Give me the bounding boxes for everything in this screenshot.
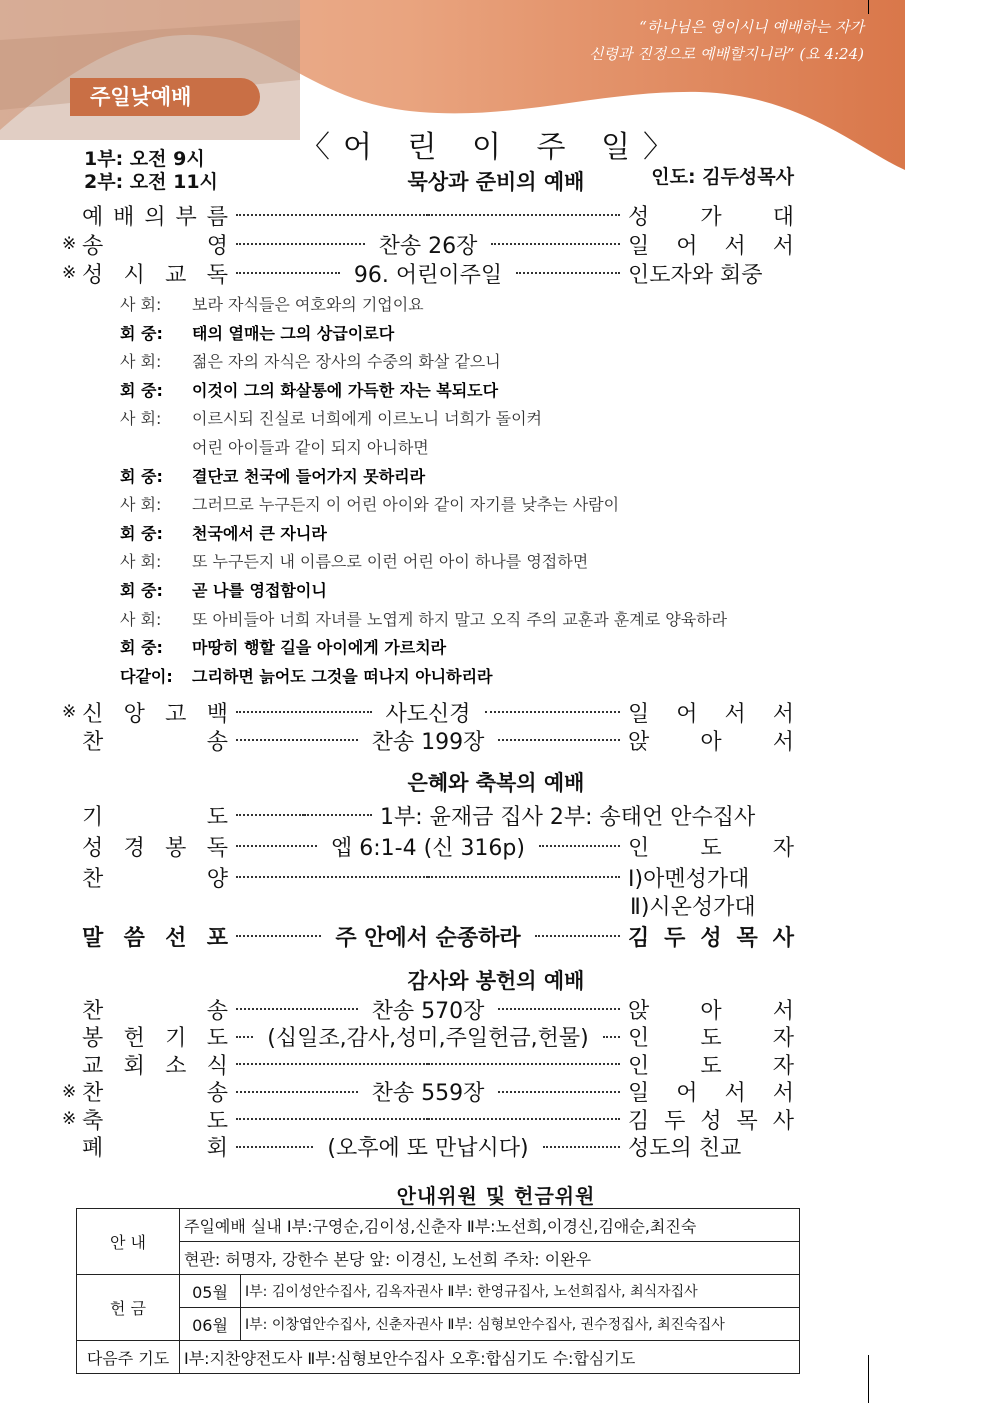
order-item-responsible bbox=[628, 862, 794, 893]
order-item bbox=[82, 800, 794, 830]
label-char: 배 bbox=[113, 204, 135, 230]
label-char: 선 bbox=[165, 925, 187, 951]
responsible-char: 인 bbox=[628, 1053, 650, 1079]
order-item-label bbox=[82, 200, 228, 231]
choir-secondary: Ⅱ)시온성가대 bbox=[630, 895, 756, 920]
responsive-text: 결단코 천국에 들어가지 못하리라 bbox=[192, 466, 426, 486]
label-char: 찬 bbox=[82, 998, 104, 1024]
label-char: 백 bbox=[206, 701, 228, 727]
responsible-char: 사 bbox=[772, 925, 794, 951]
label-char: 송 bbox=[206, 729, 228, 755]
responsible-char: 아 bbox=[700, 729, 722, 755]
committee-title: 안내위원 및 헌금위원 bbox=[396, 1184, 596, 1208]
order-item-detail: 주 안에서 순종하라 bbox=[335, 925, 521, 951]
order-item bbox=[82, 994, 794, 1024]
responsive-speaker: 사 회: bbox=[120, 609, 162, 629]
label-char: 성 bbox=[82, 835, 104, 861]
order-item-responsible bbox=[628, 697, 794, 728]
offering-month-2: 06월 bbox=[180, 1308, 241, 1341]
responsible-char: 앉 bbox=[628, 729, 650, 755]
responsive-line bbox=[120, 321, 394, 344]
responsible-char: 사 bbox=[772, 1108, 794, 1134]
order-item-responsible bbox=[628, 1131, 794, 1162]
guide-row-1: 주일예배 실내 Ⅰ부:구영순,김이성,신춘자 Ⅱ부:노선희,이경신,김애순,최진숙 bbox=[180, 1209, 800, 1242]
dot-leader bbox=[236, 814, 372, 816]
label-char: 송 bbox=[82, 233, 104, 259]
dot-leader bbox=[236, 921, 620, 952]
responsible-char: 성 bbox=[700, 925, 722, 951]
label-char: 기 bbox=[82, 804, 104, 830]
offering-members-2: Ⅰ부: 이창엽안수집사, 신춘자권사 Ⅱ부: 심형보안수집사, 권수정집사, 최진숙집사 bbox=[241, 1308, 800, 1341]
responsible-char: 앉 bbox=[628, 998, 650, 1024]
responsive-line bbox=[120, 607, 727, 630]
responsible-char: 목 bbox=[736, 925, 758, 951]
order-item-detail: 96. 어린이주일 bbox=[353, 262, 503, 288]
section-heading-3: 감사와 봉헌의 예배 bbox=[407, 969, 585, 993]
order-item bbox=[82, 1132, 794, 1162]
order-item-label bbox=[82, 725, 228, 756]
responsive-speaker: 회 중: bbox=[120, 323, 163, 343]
responsible-char: 자 bbox=[772, 1053, 794, 1079]
order-item-responsible bbox=[628, 1104, 794, 1135]
dot-leader bbox=[236, 725, 620, 756]
dot-leader bbox=[236, 1076, 620, 1107]
responsive-speaker: 사 회: bbox=[120, 409, 162, 429]
label-char: 송 bbox=[206, 1081, 228, 1106]
responsible-char: 서 bbox=[724, 233, 746, 259]
order-item bbox=[82, 831, 794, 861]
responsible-char: 1부: 윤재금 집사 2부: 송태언 안수집사 bbox=[380, 804, 756, 830]
section-heading-2: 은혜와 축복의 예배 bbox=[407, 771, 585, 795]
responsive-speaker: 회 중: bbox=[120, 581, 163, 600]
dot-leader bbox=[236, 1118, 620, 1120]
order-item-label bbox=[82, 1104, 228, 1135]
order-item: ※ 신 앙 고 백 사도신경 일 어 서 서 bbox=[82, 697, 794, 727]
label-char: 신 bbox=[82, 701, 104, 727]
dot-leader bbox=[236, 258, 620, 289]
label-char: 회 bbox=[206, 1136, 228, 1161]
responsive-line bbox=[120, 378, 498, 401]
service-leader: 인도: 김두성목사 bbox=[651, 166, 794, 188]
label-char: 말 bbox=[82, 925, 104, 951]
responsible-char: 도 bbox=[700, 835, 722, 861]
order-item-detail: (오후에 또 만납시다) bbox=[327, 1136, 529, 1161]
responsive-speaker: 회 중: bbox=[120, 523, 163, 543]
responsible-char: 인 bbox=[628, 835, 650, 861]
order-item bbox=[82, 921, 794, 951]
label-char: 독 bbox=[206, 262, 228, 288]
order-item bbox=[82, 200, 794, 230]
responsible-char: 어 bbox=[676, 701, 698, 727]
responsive-line bbox=[120, 549, 588, 572]
responsive-line bbox=[120, 406, 542, 429]
responsive-line bbox=[120, 292, 424, 315]
dot-leader bbox=[236, 1063, 620, 1065]
responsible-char: 자 bbox=[772, 835, 794, 861]
order-item-responsible bbox=[628, 921, 794, 952]
order-item-responsible bbox=[628, 1021, 794, 1052]
service-tag: 주일낮예배 bbox=[70, 78, 260, 116]
responsible-char: 대 bbox=[772, 204, 794, 230]
dot-leader bbox=[236, 214, 620, 216]
label-char: 예 bbox=[82, 204, 104, 230]
order-item-detail: 찬송 199장 bbox=[371, 729, 485, 755]
responsive-line bbox=[120, 464, 425, 487]
responsive-text: 또 누구든지 내 이름으로 이런 어린 아이 하나를 영접하면 bbox=[192, 552, 589, 572]
order-item-responsible bbox=[628, 1076, 794, 1107]
label-char: 봉 bbox=[82, 1026, 104, 1051]
label-char: 도 bbox=[206, 804, 228, 830]
order-item: ※ 성 시 교 독 96. 어린이주일 인도자와 회중 bbox=[82, 258, 794, 288]
scripture-quote: “하나님은 영이시니 예배하는 자가 신령과 진정으로 예배할지니라” (요 4:24) bbox=[589, 18, 864, 63]
responsive-line bbox=[120, 521, 327, 544]
order-item-label bbox=[82, 831, 228, 862]
order-item-label bbox=[82, 258, 228, 289]
label-char: 찬 bbox=[82, 729, 104, 755]
label-char: 소 bbox=[165, 1053, 187, 1079]
responsive-speaker: 회 중: bbox=[120, 380, 163, 400]
order-item-label bbox=[82, 1131, 228, 1162]
label-char: 시 bbox=[123, 262, 145, 288]
responsible-char: 서 bbox=[724, 1081, 746, 1106]
label-char: 폐 bbox=[82, 1136, 104, 1161]
responsible-char: 서 bbox=[772, 729, 794, 755]
responsible-char: 두 bbox=[664, 925, 686, 951]
order-item: ※ 송 영 찬송 26장 일 어 서 서 bbox=[82, 229, 794, 259]
order-item bbox=[82, 1022, 794, 1052]
order-item-responsible bbox=[628, 258, 794, 289]
prayer-members: Ⅰ부:지찬양전도사 Ⅱ부:심형보안수집사 오후:합심기도 수:합심기도 bbox=[180, 1341, 800, 1374]
label-char: 축 bbox=[82, 1108, 104, 1134]
order-item: ※ 축 도 김 두 성 목 사 bbox=[82, 1104, 794, 1134]
responsible-char: 서 bbox=[724, 701, 746, 727]
responsive-text: 어린 아이들과 같이 되지 아니하면 bbox=[192, 438, 429, 457]
label-char: 양 bbox=[206, 866, 228, 892]
responsive-text: 보라 자식들은 여호와의 기업이요 bbox=[192, 295, 424, 314]
order-item bbox=[82, 862, 794, 892]
label-char: 포 bbox=[206, 925, 228, 951]
order-item-label bbox=[82, 1021, 228, 1052]
responsible-char: 서 bbox=[772, 1081, 794, 1106]
responsible-char: 성도의 친교 bbox=[628, 1136, 742, 1161]
section-heading-1: 묵상과 준비의 예배 bbox=[407, 170, 585, 194]
responsible-char: 일 bbox=[628, 1081, 650, 1106]
dot-leader bbox=[236, 1021, 620, 1052]
offering-members-1: Ⅰ부: 김이성안수집사, 김옥자권사 Ⅱ부: 한영규집사, 노선희집사, 최식자집사 bbox=[241, 1275, 800, 1308]
committee-table bbox=[76, 1208, 800, 1374]
dot-leader bbox=[236, 994, 620, 1025]
order-item-label bbox=[82, 229, 228, 260]
order-item-label bbox=[82, 921, 228, 952]
order-item-detail: 사도신경 bbox=[385, 701, 471, 727]
label-char: 회 bbox=[123, 1053, 145, 1079]
label-char: 의 bbox=[144, 204, 166, 230]
offering-month-1: 05월 bbox=[180, 1275, 241, 1308]
order-item-label bbox=[82, 697, 228, 728]
responsive-speaker: 회 중: bbox=[120, 638, 163, 658]
order-item: ※ 찬 송 찬송 559장 일 어 서 서 bbox=[82, 1077, 794, 1107]
responsible-char: 목 bbox=[736, 1108, 758, 1134]
responsible-char: 성 bbox=[628, 204, 650, 230]
order-item-responsible bbox=[628, 831, 794, 862]
label-char: 독 bbox=[206, 835, 228, 861]
order-item-label bbox=[82, 862, 228, 893]
responsible-char: 도 bbox=[700, 1026, 722, 1051]
label-char: 앙 bbox=[123, 701, 145, 727]
responsive-speaker: 사 회: bbox=[120, 495, 162, 515]
responsible-char: 가 bbox=[700, 204, 722, 230]
responsible-char: 서 bbox=[772, 998, 794, 1024]
order-item-responsible bbox=[628, 200, 794, 231]
responsive-speaker: 사 회: bbox=[120, 295, 162, 314]
dot-leader bbox=[236, 876, 620, 878]
responsive-text: 그리하면 늙어도 그것을 떠나지 아니하리라 bbox=[192, 666, 493, 686]
responsive-text: 젊은 자의 자식은 장사의 수중의 화살 같으니 bbox=[192, 352, 501, 372]
label-char: 도 bbox=[206, 1026, 228, 1051]
responsible-char: 어 bbox=[676, 233, 698, 259]
order-item-detail: 찬송 559장 bbox=[371, 1081, 485, 1106]
order-item-label bbox=[82, 800, 228, 831]
label-char: 성 bbox=[82, 262, 104, 288]
label-char: 교 bbox=[82, 1053, 104, 1079]
responsible-char: 도 bbox=[700, 1053, 722, 1079]
responsible-char: 자 bbox=[772, 1026, 794, 1051]
responsive-line bbox=[120, 635, 446, 658]
label-char: 송 bbox=[206, 998, 228, 1024]
responsive-line bbox=[120, 578, 327, 601]
offering-label: 헌 금 bbox=[77, 1275, 180, 1341]
responsive-text: 천국에서 큰 자니라 bbox=[192, 523, 327, 543]
responsible-char: 인 bbox=[628, 1026, 650, 1051]
responsive-line bbox=[120, 349, 501, 372]
responsive-line bbox=[120, 435, 429, 458]
responsible-char: 일 bbox=[628, 233, 650, 259]
label-char: 헌 bbox=[123, 1026, 145, 1051]
responsible-char: 서 bbox=[772, 701, 794, 727]
responsible-char: 두 bbox=[664, 1108, 686, 1134]
responsive-speaker: 사 회: bbox=[120, 552, 162, 572]
responsible-char: 김 bbox=[628, 1108, 650, 1134]
responsive-line bbox=[120, 492, 619, 515]
label-char: 봉 bbox=[165, 835, 187, 861]
responsive-text: 태의 열매는 그의 상급이로다 bbox=[192, 323, 395, 343]
label-char: 부 bbox=[175, 204, 197, 230]
guide-row-2: 현관: 허명자, 강한수 본당 앞: 이경신, 노선희 주차: 이완우 bbox=[180, 1242, 800, 1275]
label-char: 름 bbox=[206, 204, 228, 230]
label-char: 교 bbox=[165, 262, 187, 288]
service-times: 1부: 오전 9시 2부: 오전 11시 bbox=[84, 148, 218, 193]
label-char: 씀 bbox=[123, 925, 145, 951]
responsible-char: 인도자와 회중 bbox=[628, 262, 763, 288]
order-item-label bbox=[82, 994, 228, 1025]
order-item-detail: 찬송 570장 bbox=[371, 998, 485, 1024]
label-char: 경 bbox=[123, 835, 145, 861]
responsible-char: 아 bbox=[700, 998, 722, 1024]
label-char: 찬 bbox=[82, 866, 104, 892]
order-item-label bbox=[82, 1076, 228, 1107]
order-item-responsible bbox=[380, 800, 755, 831]
dot-leader bbox=[236, 697, 620, 728]
order-item-detail: 찬송 26장 bbox=[378, 233, 478, 259]
responsible-char: 일 bbox=[628, 701, 650, 727]
crop-mark-bottom bbox=[868, 1355, 869, 1403]
label-char: 영 bbox=[206, 233, 228, 259]
guide-label: 안 내 bbox=[77, 1209, 180, 1275]
responsive-speaker: 사 회: bbox=[120, 352, 162, 372]
responsive-text: 그러므로 누구든지 이 어린 아이와 같이 자기를 낮추는 사람이 bbox=[192, 495, 620, 515]
responsive-text: 이르시되 진실로 너희에게 이르노니 너희가 돌이켜 bbox=[192, 409, 543, 429]
responsive-text: 또 아비들아 너희 자녀를 노엽게 하지 말고 오직 주의 교훈과 훈계로 양육하라 bbox=[192, 609, 728, 629]
responsive-line bbox=[120, 664, 493, 687]
label-char: 찬 bbox=[82, 1081, 104, 1106]
order-item-detail: (십일조,감사,성미,주일헌금,헌물) bbox=[267, 1026, 589, 1051]
prayer-label: 다음주 기도 bbox=[77, 1341, 180, 1374]
label-char: 고 bbox=[165, 701, 187, 727]
label-char: 도 bbox=[206, 1108, 228, 1134]
order-item-responsible bbox=[628, 725, 794, 756]
responsible-char: 서 bbox=[772, 233, 794, 259]
responsible-char: 성 bbox=[700, 1108, 722, 1134]
order-item-responsible bbox=[628, 1049, 794, 1080]
label-char: 기 bbox=[165, 1026, 187, 1051]
responsible-char: Ⅰ)아멘성가대 bbox=[628, 866, 750, 892]
dot-leader bbox=[236, 229, 620, 260]
page-title: 〈어 린 이 주 일〉 bbox=[300, 130, 687, 165]
order-item bbox=[82, 1049, 794, 1079]
responsive-text: 마땅히 행할 길을 아이에게 가르치라 bbox=[192, 638, 447, 658]
order-item-detail: 엡 6:1-4 (신 316p) bbox=[331, 835, 525, 861]
order-item-label bbox=[82, 1049, 228, 1080]
responsive-text: 곧 나를 영접함이니 bbox=[192, 581, 327, 600]
responsive-speaker: 다같이: bbox=[120, 666, 173, 686]
order-item bbox=[82, 725, 794, 755]
order-item-responsible bbox=[628, 994, 794, 1025]
label-char: 식 bbox=[206, 1053, 228, 1079]
dot-leader bbox=[236, 831, 620, 862]
responsive-speaker: 회 중: bbox=[120, 466, 163, 486]
crop-mark-top bbox=[868, 0, 869, 14]
responsible-char: 김 bbox=[628, 925, 650, 951]
responsive-text: 이것이 그의 화살통에 가득한 자는 복되도다 bbox=[192, 380, 499, 400]
dot-leader bbox=[236, 1131, 620, 1162]
responsible-char: 어 bbox=[676, 1081, 698, 1106]
order-item-responsible bbox=[628, 229, 794, 260]
